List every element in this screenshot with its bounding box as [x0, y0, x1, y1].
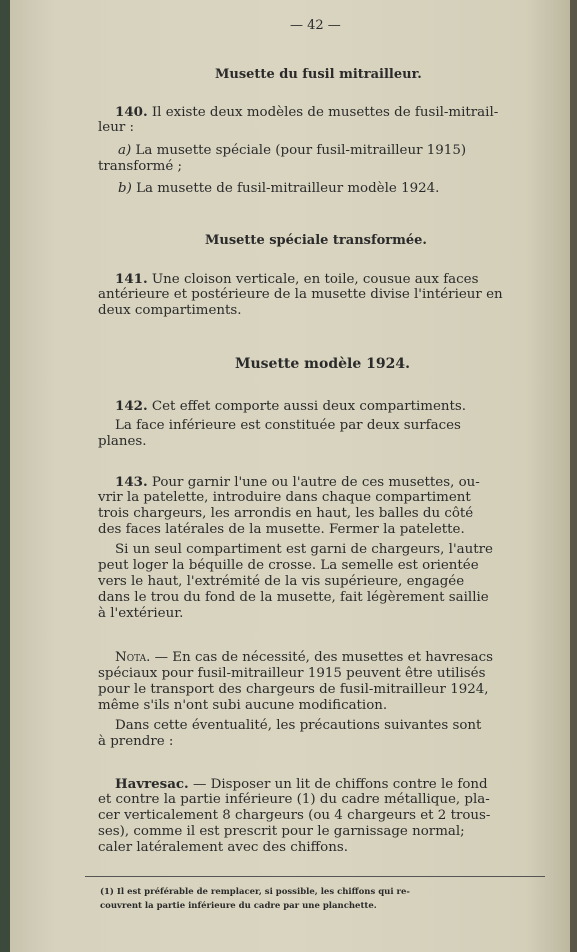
paragraph-142: 142. Cet effet comporte aussi deux compartiments. [115, 398, 467, 414]
paragraph-140-line-2: leur : [98, 120, 135, 135]
paragraph-143-line: à l'extérieur. [98, 606, 184, 621]
page-shadow-right [570, 0, 577, 952]
nota-line: même s'ils n'ont subi aucune modification. [98, 698, 388, 713]
page-shadow-left [0, 0, 10, 952]
paragraph-number: 141. [115, 271, 148, 287]
document-page [10, 0, 570, 952]
nota-line: Dans cette éventualité, les précautions suivantes sont [115, 718, 482, 733]
nota-line: à prendre : [98, 734, 174, 749]
paragraph-140: 140. Il existe deux modèles de musettes de fusil-mitrail- [115, 104, 499, 120]
item-b: b) La musette de fusil-mitrailleur modèle 1924. [118, 181, 440, 196]
section-title-fusil-mitrailleur: Musette du fusil mitrailleur. [215, 67, 422, 82]
section-title-speciale: Musette spéciale transformée. [205, 233, 427, 248]
nota-line: pour le transport des chargeurs de fusil-mitrailleur 1924, [98, 682, 489, 697]
paragraph-141-line: deux compartiments. [98, 303, 242, 318]
paragraph-143-line: peut loger la béquille de crosse. La semelle est orientée [98, 558, 479, 573]
paragraph-143-line: des faces latérales de la musette. Fermer la patelette. [98, 522, 465, 537]
item-a-line-2: transformé ; [98, 159, 183, 174]
paragraph-number: 142. [115, 398, 148, 414]
havresac-line: caler latéralement avec des chiffons. [98, 840, 348, 855]
paragraph-143-line: vers le haut, l'extrémité de la vis supérieure, engagée [98, 574, 465, 589]
paragraph-142-line: La face inférieure est constituée par deux surfaces [115, 418, 461, 433]
nota: Nota. — En cas de nécessité, des musettes et havresacs [115, 650, 493, 665]
paragraph-141: 141. Une cloison verticale, en toile, cousue aux faces [115, 271, 479, 287]
paragraph-141-line: antérieure et postérieure de la musette divise l'intérieur en [98, 287, 503, 302]
nota-label: Nota. [115, 650, 151, 665]
paragraph-143: 143. Pour garnir l'une ou l'autre de ces musettes, ou- [115, 474, 480, 490]
footnote-line: (1) Il est préférable de remplacer, si possible, les chiffons qui re- [100, 887, 410, 897]
paragraph-143-line: Si un seul compartiment est garni de chargeurs, l'autre [115, 542, 493, 557]
paragraph-143-line: trois chargeurs, les arrondis en haut, les balles du côté [98, 506, 474, 521]
paragraph-143-line: vrir la patelette, introduire dans chaque compartiment [98, 490, 471, 505]
item-a: a) La musette spéciale (pour fusil-mitrailleur 1915) [118, 143, 467, 158]
footnote-rule [85, 876, 545, 877]
nota-line: spéciaux pour fusil-mitrailleur 1915 peuvent être utilisés [98, 666, 486, 681]
havresac: Havresac. — Disposer un lit de chiffons contre le fond [115, 776, 488, 792]
paragraph-number: 140. [115, 104, 148, 120]
item-label: b) [118, 181, 132, 196]
havresac-line: ses), comme il est prescrit pour le garnissage normal; [98, 824, 465, 839]
section-title-modele-1924: Musette modèle 1924. [235, 356, 410, 372]
footnote [100, 885, 410, 913]
havresac-line: et contre la partie inférieure (1) du cadre métallique, pla- [98, 792, 490, 807]
havresac-line: cer verticalement 8 chargeurs (ou 4 chargeurs et 2 trous- [98, 808, 491, 823]
page-number: — 42 — [290, 18, 341, 33]
paragraph-142-line: planes. [98, 434, 147, 449]
paragraph-number: 143. [115, 474, 148, 490]
item-label: a) [118, 143, 132, 158]
footnote-line: couvrent la partie inférieure du cadre par une planchette. [100, 901, 377, 911]
paragraph-143-line: dans le trou du fond de la musette, fait légèrement saillie [98, 590, 489, 605]
havresac-label: Havresac. [115, 776, 189, 792]
